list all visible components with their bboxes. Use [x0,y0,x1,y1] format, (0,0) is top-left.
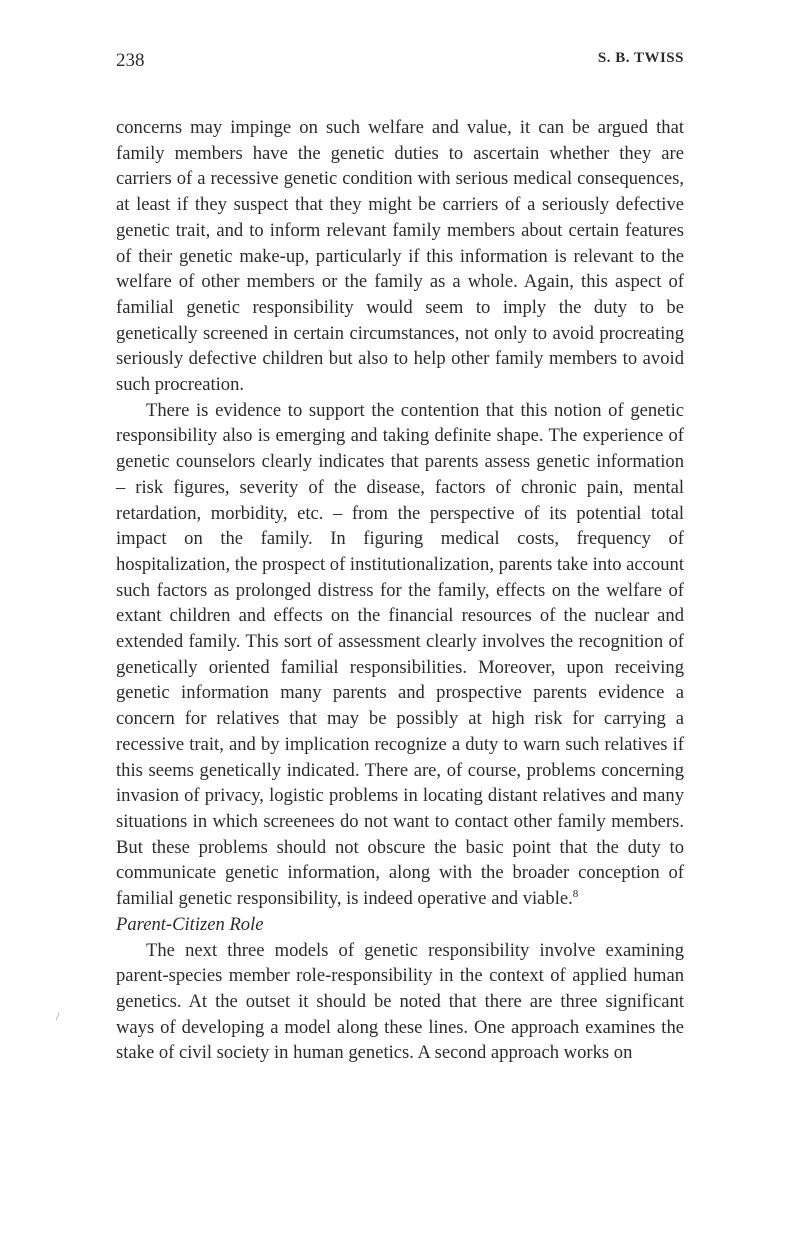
page-header [116,50,684,78]
section-heading: Parent-Citizen Role [116,913,264,935]
body-text [116,115,684,1066]
page-number: 238 [116,50,145,71]
stray-pencil-mark: / [56,1009,60,1023]
paragraph-evidence-text: There is evidence to support the contention that this notion of genetic responsibility also is emerging and taking definite shape. The experience of genetic counselors clearly indicates that parents assess genetic information – risk figures, severity of the disease, factors of chronic pain, mental retardation, morbidity, etc. – from the perspective of its potential total impact on the family. In figuring medical costs, frequency of hospitalization, the prospect of institutionalization, parents take into account such factors as prolonged distress for the family, effects on the welfare of extant children and effects on the financial resources of the nuclear and extended family. This sort of assessment clearly involves the recognition of genetically oriented familial responsibilities. Moreover, upon receiving genetic information many parents and prospective parents evidence a concern for relatives that may be possibly at high risk for carrying a recessive trait, and by implication recognize a duty to warn such relatives if this seems genetically indicated. There are, of course, problems concerning invasion of privacy, logistic problems in locating distant relatives and many situations in which screenees do not want to contact other family members. But these problems should not obscure the basic point that the duty to communicate genetic information, along with the broader conception of familial genetic responsibility, is indeed operative and viable. [116,399,684,910]
running-head-author: S. B. TWISS [597,50,684,66]
footnote-marker: 8 [572,888,579,901]
paragraph-parent-citizen: The next three models of genetic responsibility involve examining parent-species member role-responsibility in the context of applied human genetics. At the outset it should be noted that there are three significant ways of developing a model along these lines. One approach examines the stake of civil society in human genetics. A second approach works on [116,939,684,1064]
paragraph-evidence [116,398,684,912]
paragraph-continued: concerns may impinge on such welfare and value, it can be argued that family members have the genetic duties to ascertain whether they are carriers of a recessive genetic condition with serious medical consequences, at least if they suspect that they might be carriers of a seriously defective genetic trait, and to inform relevant family members about certain features of their genetic make-up, particularly if this information is relevant to the welfare of other members or the family as a whole. Again, this aspect of familial genetic responsibility would seem to imply the duty to be genetically screened in certain circumstances, not only to avoid procreating seriously defective children but also to help other family members to avoid such procreation. [116,117,684,396]
